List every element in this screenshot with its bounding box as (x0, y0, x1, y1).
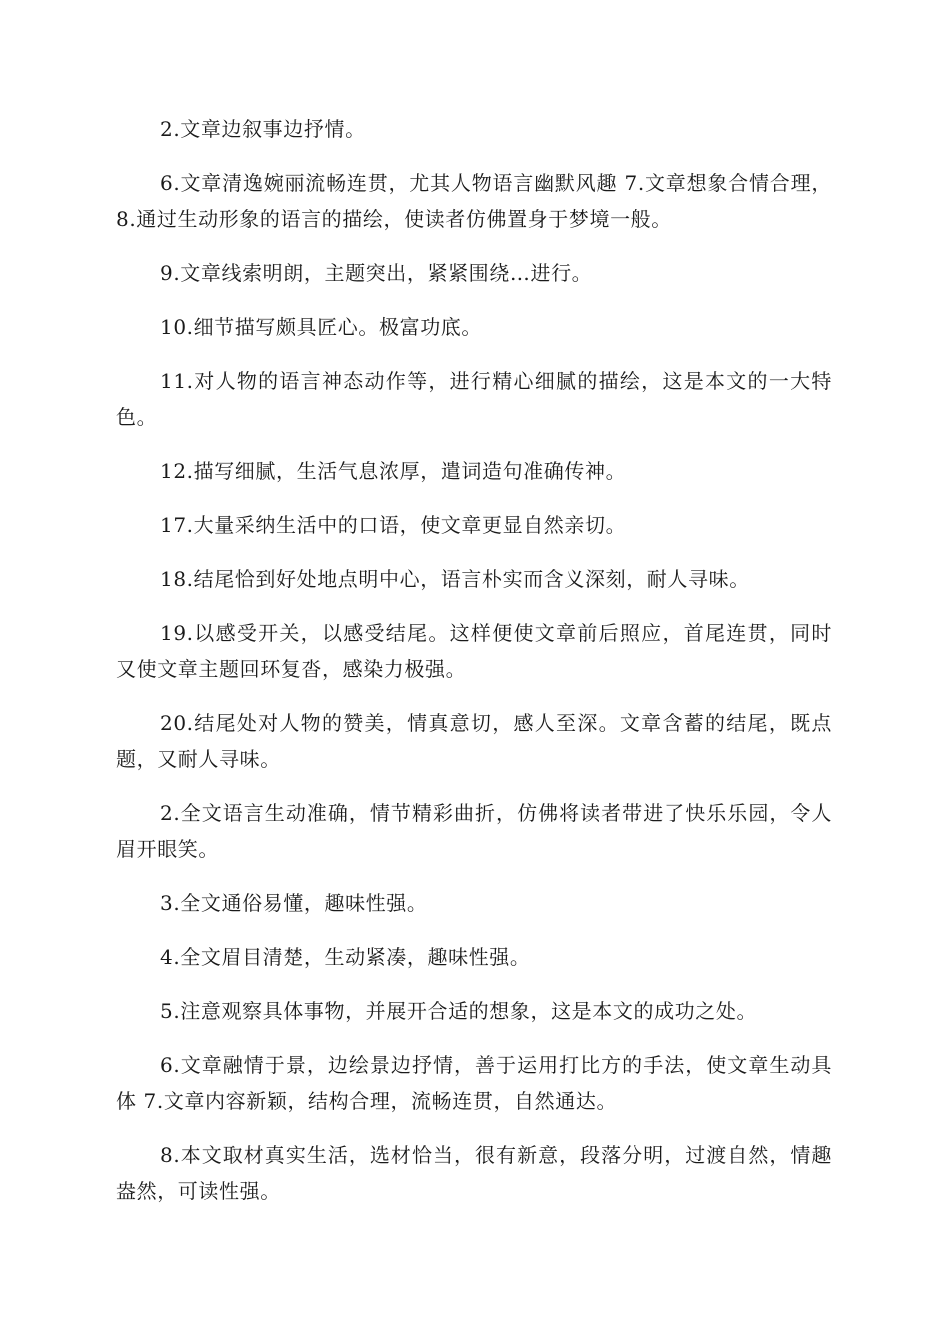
paragraph: 9.文章线索明朗，主题突出，紧紧围绕…进行。 (160, 261, 593, 285)
document-body (116, 111, 832, 1227)
paragraph: 17.大量采纳生活中的口语，使文章更显自然亲切。 (160, 513, 627, 537)
paragraph: 6.文章清逸婉丽流畅连贯，尤其人物语言幽默风趣 7.文章想象合情合理，8.通过生动形象的语言的描绘，使读者仿佛置身于梦境一般。 (116, 171, 832, 231)
paragraph: 18.结尾恰到好处地点明中心，语言朴实而含义深刻，耐人寻味。 (160, 567, 750, 591)
paragraph: 5.注意观察具体事物，并展开合适的想象，这是本文的成功之处。 (160, 999, 758, 1023)
paragraph: 12.描写细腻，生活气息浓厚，遣词造句准确传神。 (160, 459, 627, 483)
paragraph: 8.本文取材真实生活，选材恰当，很有新意，段落分明，过渡自然，情趣盎然，可读性强。 (116, 1143, 832, 1203)
paragraph: 4.全文眉目清楚，生动紧凑，趣味性强。 (160, 945, 531, 969)
paragraph: 2.全文语言生动准确，情节精彩曲折，仿佛将读者带进了快乐乐园，令人眉开眼笑。 (116, 801, 832, 861)
paragraph: 3.全文通俗易懂，趣味性强。 (160, 891, 428, 915)
paragraph: 20.结尾处对人物的赞美，情真意切，感人至深。文章含蓄的结尾，既点题，又耐人寻味。 (116, 711, 832, 771)
paragraph: 2.文章边叙事边抒情。 (160, 117, 366, 141)
paragraph: 19.以感受开关，以感受结尾。这样便使文章前后照应，首尾连贯，同时又使文章主题回环复沓，感染力极强。 (116, 621, 832, 681)
paragraph: 11.对人物的语言神态动作等，进行精心细腻的描绘，这是本文的一大特色。 (116, 369, 832, 429)
paragraph: 10.细节描写颇具匠心。极富功底。 (160, 315, 483, 339)
paragraph: 6.文章融情于景，边绘景边抒情，善于运用打比方的手法，使文章生动具体 7.文章内容新颖，结构合理，流畅连贯，自然通达。 (116, 1053, 832, 1113)
